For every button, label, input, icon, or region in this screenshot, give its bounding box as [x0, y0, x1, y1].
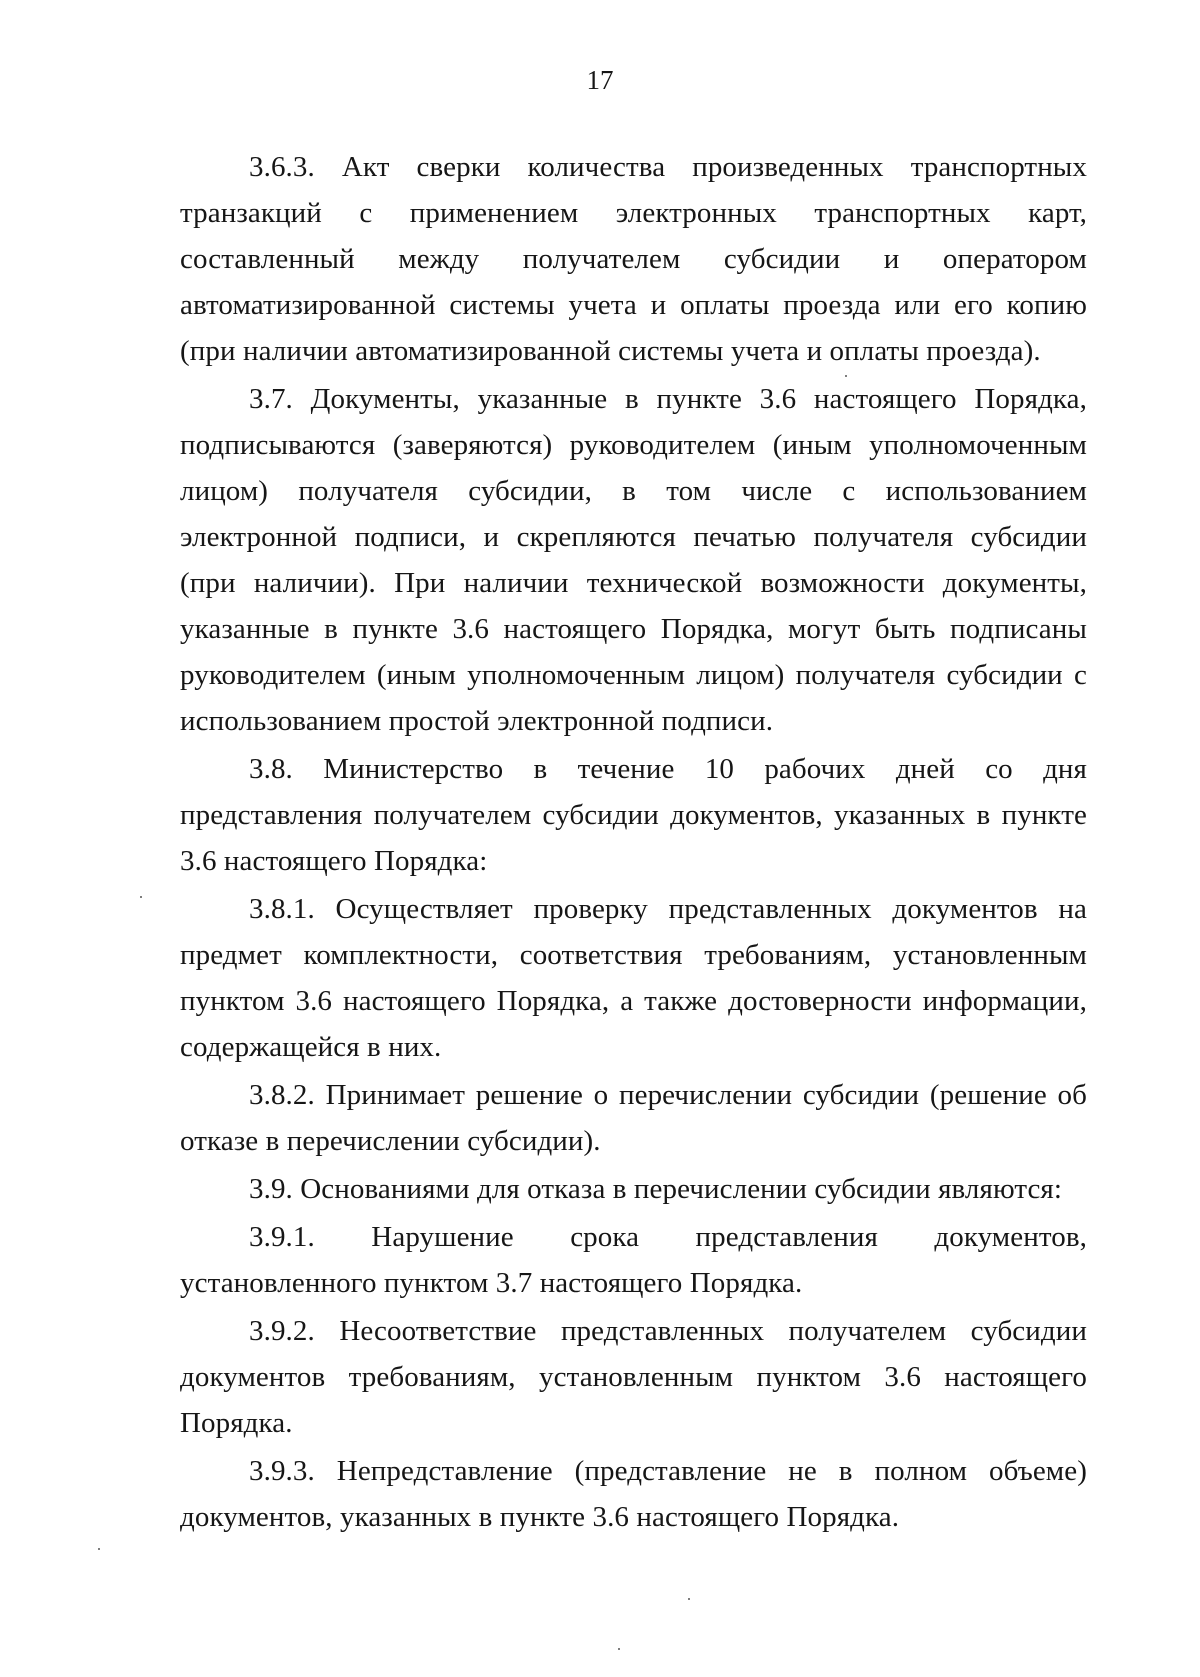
scan-speck [98, 1548, 100, 1550]
scan-speck [688, 1598, 690, 1600]
paragraph-3-8-1: 3.8.1. Осуществляет проверку представленных документов на предмет комплектности, соответствия требованиям, установленным пунктом 3.6 настоящего Порядка, а также достоверности информации, содержащейся в них. [180, 893, 1087, 1063]
paragraph-3-9-2: 3.9.2. Несоответствие представленных получателем субсидии документов требованиям, установленным пунктом 3.6 настоящего Порядка. [180, 1315, 1087, 1439]
paragraph-3-6-3: 3.6.3. Акт сверки количества произведенных транспортных транзакций с применением электронных транспортных карт, составленный между получателем субсидии и оператором автоматизированной системы учета и оплаты проезда или его копию (при наличии автоматизированной системы учета и оплаты проезда). [180, 151, 1087, 367]
document-body [180, 144, 1087, 1540]
paragraph-3-8: 3.8. Министерство в течение 10 рабочих дней со дня представления получателем субсидии документов, указанных в пункте 3.6 настоящего Порядка: [180, 753, 1087, 877]
paragraph-3-7: 3.7. Документы, указанные в пункте 3.6 настоящего Порядка, подписываются (заверяются) руководителем (иным уполномоченным лицом) получателя субсидии, в том числе с использованием электронной подписи, и скрепляются печатью получателя субсидии (при наличии). При наличии технической возможности документы, указанные в пункте 3.6 настоящего Порядка, могут быть подписаны руководителем (иным уполномоченным лицом) получателя субсидии с использованием простой электронной подписи. [180, 383, 1087, 737]
page-number: 17 [586, 65, 614, 95]
scan-speck [140, 896, 142, 898]
paragraph-3-9: 3.9. Основаниями для отказа в перечислении субсидии являются: [249, 1173, 1063, 1205]
paragraph-3-9-1: 3.9.1. Нарушение срока представления документов, установленного пунктом 3.7 настоящего Порядка. [180, 1221, 1087, 1299]
scan-speck [845, 375, 847, 377]
paragraph-3-8-2: 3.8.2. Принимает решение о перечислении субсидии (решение об отказе в перечислении субсидии). [180, 1079, 1087, 1157]
scan-speck [618, 1648, 620, 1650]
paragraph-3-9-3: 3.9.3. Непредставление (представление не в полном объеме) документов, указанных в пункте 3.6 настоящего Порядка. [180, 1455, 1087, 1533]
